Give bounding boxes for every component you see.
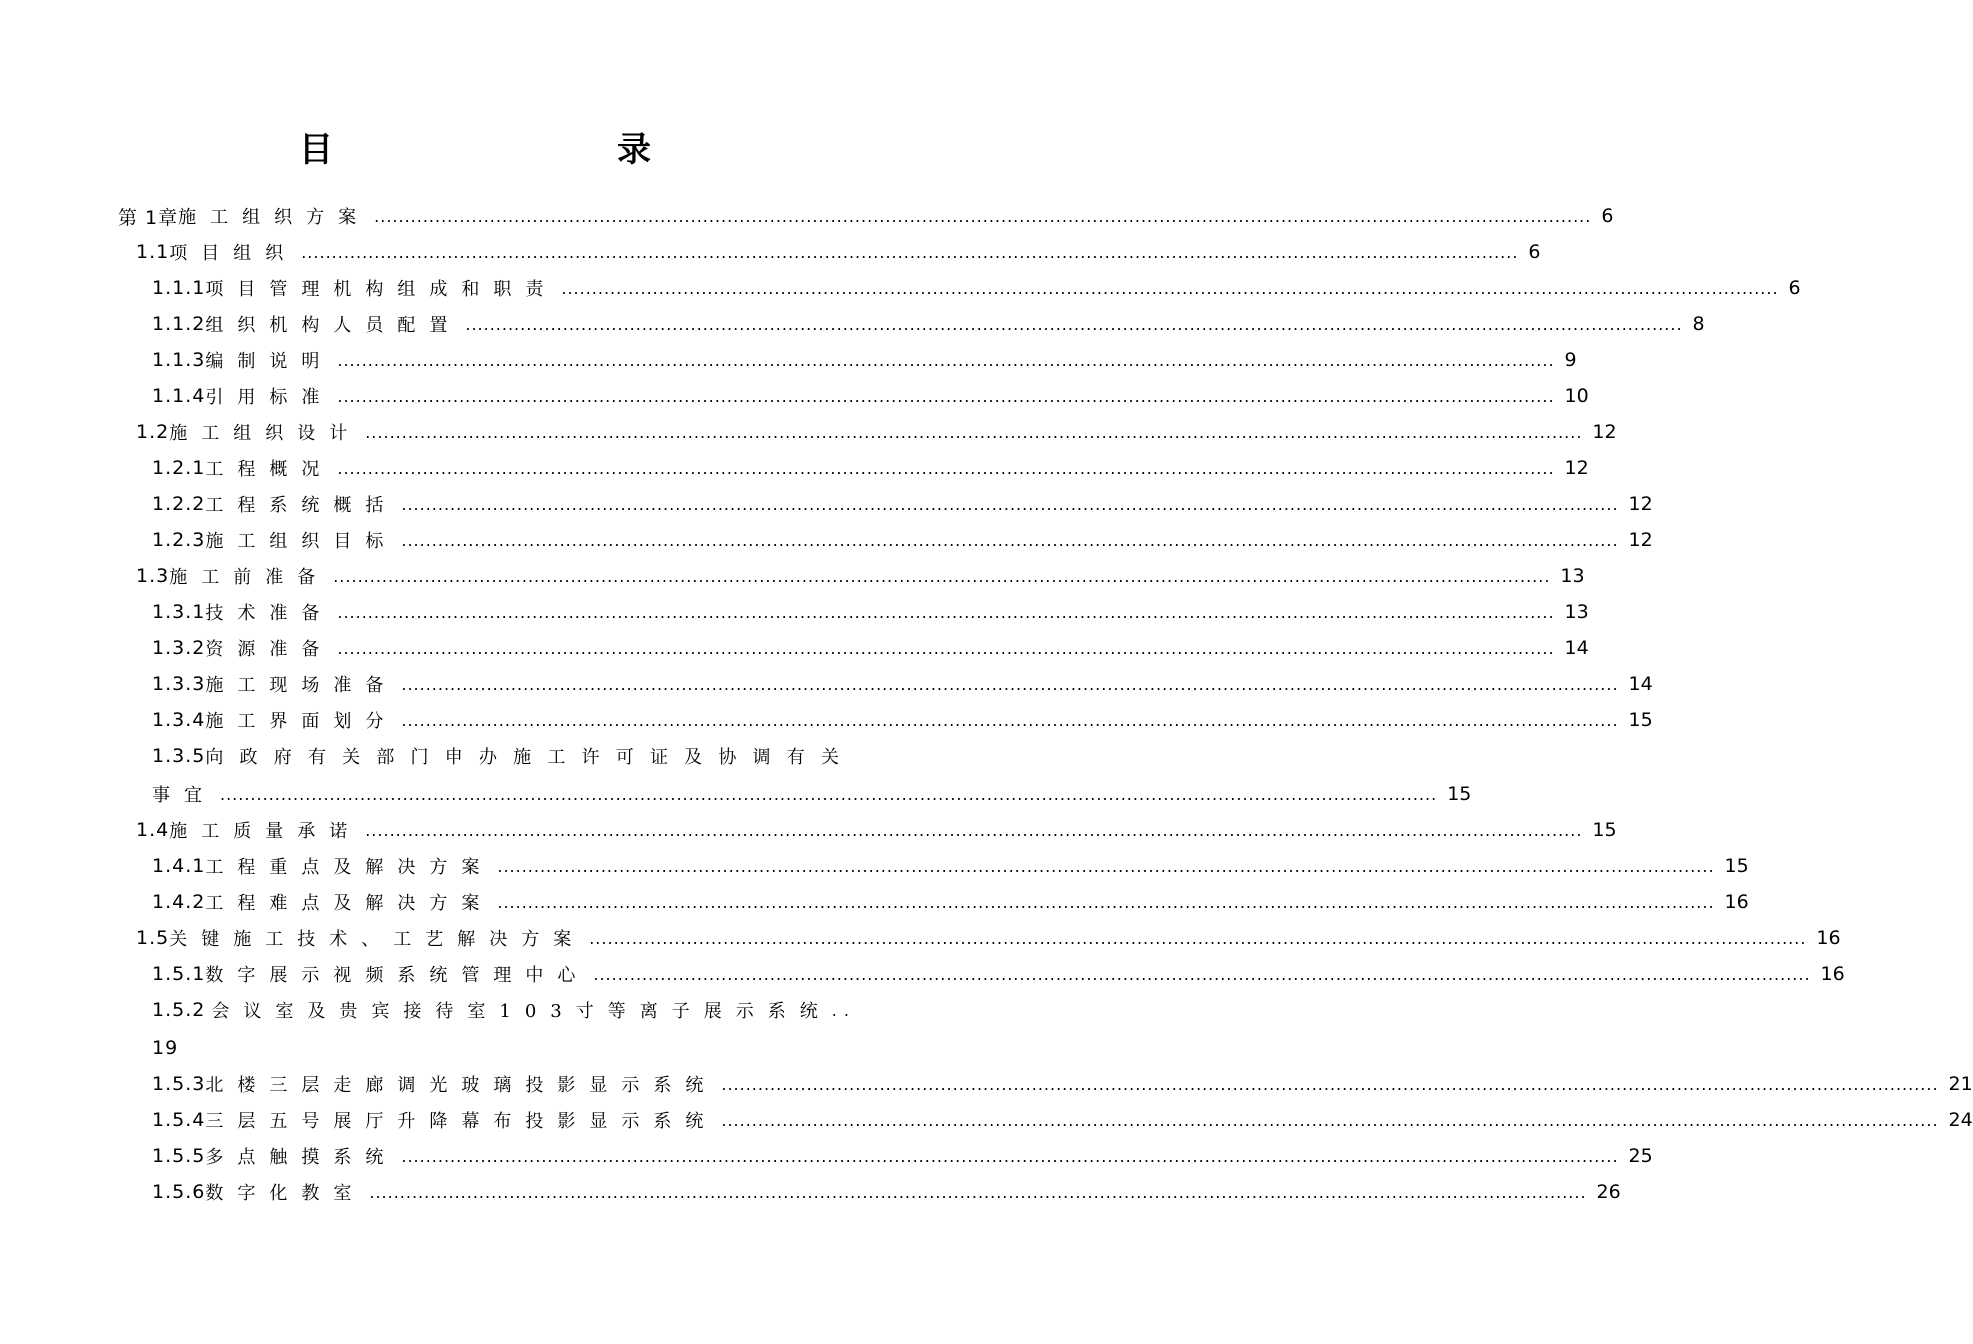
toc-entry-number: 1.5 [136, 927, 170, 949]
toc-leader-dots: ........................................................................................................................................................................................................ [337, 350, 1555, 370]
toc-entry[interactable] [136, 920, 1841, 956]
toc-entry-page: 12 [1564, 457, 1589, 479]
toc-leader-dots: ........................................................................................................................................................................................................ [497, 856, 1715, 876]
toc-entry-title: 事宜 [152, 785, 216, 806]
page-title: 目 录 [299, 130, 723, 170]
toc-leader-dots: ........................................................................................................................................................................................................ [561, 278, 1779, 298]
toc-leader-dots: ........................................................................................................................................................................................................ [721, 1074, 1939, 1094]
toc-entry-page: 15 [1447, 783, 1472, 805]
toc-entry-title: 三层五号展厅升降幕布投影显示系统 [205, 1111, 718, 1132]
toc-entry[interactable] [118, 198, 1614, 234]
toc-entry-page: 16 [1724, 891, 1749, 913]
toc-entry-title: 施工前准备 [169, 567, 330, 588]
toc-entry-title: 编制说明 [205, 351, 334, 372]
toc-entry-page: 15 [1724, 855, 1749, 877]
toc-entry[interactable] [152, 776, 1472, 812]
toc-entry-page: 9 [1564, 349, 1577, 371]
toc-entry-title: 施工组织设计 [169, 423, 362, 444]
toc-entry-page: 15 [1592, 819, 1617, 841]
toc-entry[interactable] [152, 1138, 1653, 1174]
toc-entry-number: 1.1.1 [152, 277, 206, 299]
toc-leader-dots: ........................................................................................................................................................................................................ [401, 1146, 1619, 1166]
toc-leader-dots: ........................................................................................................................................................................................................ [220, 784, 1438, 804]
toc-entry[interactable] [152, 1174, 1621, 1210]
toc-entry-number: 1.1.3 [152, 349, 206, 371]
toc-entry[interactable] [152, 378, 1589, 414]
toc-entry-title: 工程难点及解决方案 [205, 893, 494, 914]
toc-entry-number: 1.5.5 [152, 1145, 206, 1167]
toc-entry-title: 施工现场准备 [205, 675, 398, 696]
toc-entry-title: 施工界面划分 [205, 711, 398, 732]
toc-entry-page: 14 [1628, 673, 1653, 695]
toc-entry[interactable] [136, 812, 1617, 848]
toc-entry-title: 会议室及贵宾接待室103寸等离子展示系统 [211, 1001, 832, 1022]
toc-entry-number: 1.2.2 [152, 493, 206, 515]
toc-entry-number: 1.1.2 [152, 313, 206, 335]
toc-entry-title: 工程重点及解决方案 [205, 857, 494, 878]
toc-entry-title: 引用标准 [205, 387, 334, 408]
toc-entry[interactable] [152, 1102, 1973, 1138]
toc-entry-number: 1.2.1 [152, 457, 206, 479]
toc-leader-dots: ........................................................................................................................................................................................................ [301, 242, 1519, 262]
toc-entry-title: 工程概况 [205, 459, 334, 480]
toc-entry-title: 施工质量承诺 [169, 821, 362, 842]
toc-leader-dots: ........................................................................................................................................................................................................ [374, 206, 1592, 226]
toc-leader-dots: ........................................................................................................................................................................................................ [337, 386, 1555, 406]
toc-entry-title: 多点触摸系统 [205, 1147, 398, 1168]
toc-entry-title: 项目组织 [169, 243, 298, 264]
toc-entry-title: 资源准备 [205, 639, 334, 660]
toc-entry-number: 1.3 [136, 565, 170, 587]
toc-entry-title: 关键施工技术、工艺解决方案 [169, 929, 586, 950]
toc-entry-page: 25 [1628, 1145, 1653, 1167]
toc-entry-title: 数字展示视频系统管理中心 [205, 965, 590, 986]
toc-entry-page: 16 [1816, 927, 1841, 949]
toc-leader-dots: ........................................................................................................................................................................................................ [401, 530, 1619, 550]
toc-entry-page: 6 [1788, 277, 1801, 299]
toc-entry-title: 施工组织方案 [178, 207, 371, 228]
toc-leader-dots: ........................................................................................................................................................................................................ [365, 422, 1583, 442]
toc-entry-title: 北楼三层走廊调光玻璃投影显示系统 [205, 1075, 718, 1096]
toc-entry[interactable] [136, 234, 1541, 270]
toc-entry-number: 1.3.2 [152, 637, 206, 659]
toc-leader-dots: ........................................................................................................................................................................................................ [401, 674, 1619, 694]
toc-leader-dots: ........................................................................................................................................................................................................ [401, 494, 1619, 514]
toc-leader-dots: ........................................................................................................................................................................................................ [365, 820, 1583, 840]
toc-entry-title: 施工组织目标 [205, 531, 398, 552]
toc-leader-dots: ........................................................................................................................................................................................................ [337, 602, 1555, 622]
toc-entry[interactable] [152, 594, 1589, 630]
toc-entry-number: 1.3.1 [152, 601, 206, 623]
toc-leader-dots: ........................................................................................................................................................................................................ [369, 1182, 1587, 1202]
toc-entry[interactable] [152, 270, 1801, 306]
toc-entry-page: 24 [1948, 1109, 1973, 1131]
toc-entry-page: 15 [1628, 709, 1653, 731]
toc-entry-title: 项目管理机构组成和职责 [205, 279, 558, 300]
toc-entry[interactable] [136, 414, 1617, 450]
toc-entry-title: 数字化教室 [205, 1183, 366, 1204]
toc-entry-title: 19 [152, 1037, 179, 1059]
toc-entry[interactable] [152, 702, 1653, 738]
toc-entry-number: 1.1.4 [152, 385, 206, 407]
toc-entry-number: 1.2.3 [152, 529, 206, 551]
toc-entry-number: 第 1章 [118, 206, 179, 229]
toc-entry[interactable] [152, 884, 1749, 920]
toc-entry-number: 1.1 [136, 241, 170, 263]
toc-entry[interactable] [136, 558, 1585, 594]
toc-entry-number: 1.4 [136, 819, 170, 841]
toc-entry-page: 14 [1564, 637, 1589, 659]
toc-entry-number: 1.5.2 [152, 999, 206, 1021]
toc-leader-dots: ........................................................................................................................................................................................................ [593, 964, 1811, 984]
toc-leader-dots: ........................................................................................................................................................................................................ [465, 314, 1683, 334]
toc-entry[interactable] [152, 486, 1653, 522]
toc-leader-dots: ........................................................................................................................................................................................................ [337, 638, 1555, 658]
toc-entry-number: 1.5.6 [152, 1181, 206, 1203]
toc-leader-dots: ........................................................................................................................................................................................................ [721, 1110, 1939, 1130]
toc-entry-title: 组织机构人员配置 [205, 315, 462, 336]
toc-entry[interactable] [152, 450, 1589, 486]
toc-entry-page: 13 [1560, 565, 1585, 587]
toc-entry[interactable] [152, 522, 1653, 558]
toc-entry-title: 技术准备 [205, 603, 334, 624]
toc-entry[interactable] [152, 848, 1749, 884]
toc-leader-dots: ........................................................................................................................................................................................................ [401, 710, 1619, 730]
toc-leader-dots: ........................................................................................................................................................................................................ [333, 566, 1551, 586]
toc-entry-number: 1.2 [136, 421, 170, 443]
toc-entry-number: 1.3.5 [152, 745, 206, 767]
toc-entry[interactable] [152, 738, 856, 774]
toc-entry[interactable] [152, 666, 1653, 702]
toc-entry-page: 6 [1528, 241, 1541, 263]
toc-entry-page: 6 [1601, 205, 1614, 227]
toc-entry-number: 1.3.3 [152, 673, 206, 695]
toc-entry[interactable] [152, 1030, 850, 1066]
toc-entry[interactable] [152, 306, 1705, 342]
toc-entry-page: 8 [1692, 313, 1705, 335]
toc-entry-title: 工程系统概括 [205, 495, 398, 516]
toc-entry-page: 12 [1628, 493, 1653, 515]
toc-entry-page: 21 [1948, 1073, 1973, 1095]
toc-entry[interactable] [152, 956, 1845, 992]
toc-entry-page: 16 [1820, 963, 1845, 985]
toc-entry-page: 26 [1596, 1181, 1621, 1203]
toc-entry-number: 1.5.3 [152, 1073, 206, 1095]
toc-entry[interactable] [152, 992, 850, 1028]
toc-leader-dots: ........................................................................................................................................................................................................ [497, 892, 1715, 912]
toc-entry-number: 1.5.1 [152, 963, 206, 985]
toc-entry-page: 12 [1592, 421, 1617, 443]
toc-entry-number: 1.3.4 [152, 709, 206, 731]
toc-entry-number: 1.4.1 [152, 855, 206, 877]
toc-entry[interactable] [152, 630, 1589, 666]
toc-entry-page: 10 [1564, 385, 1589, 407]
toc-entry-number: 1.5.4 [152, 1109, 206, 1131]
toc-entry-page: 13 [1564, 601, 1589, 623]
toc-leader-dots: ........................................................................................................................................................................................................ [589, 928, 1807, 948]
toc-leader-dots: ........................................................................................................................................................................................................ [337, 458, 1555, 478]
toc-leader-dots: . . [831, 1000, 850, 1020]
toc-entry[interactable] [152, 342, 1577, 378]
toc-entry[interactable] [152, 1066, 1973, 1102]
toc-entry-title: 向政府有关部门申办施工许可证及协调有关 [205, 747, 856, 768]
toc-entry-page: 12 [1628, 529, 1653, 551]
toc-entry-number: 1.4.2 [152, 891, 206, 913]
